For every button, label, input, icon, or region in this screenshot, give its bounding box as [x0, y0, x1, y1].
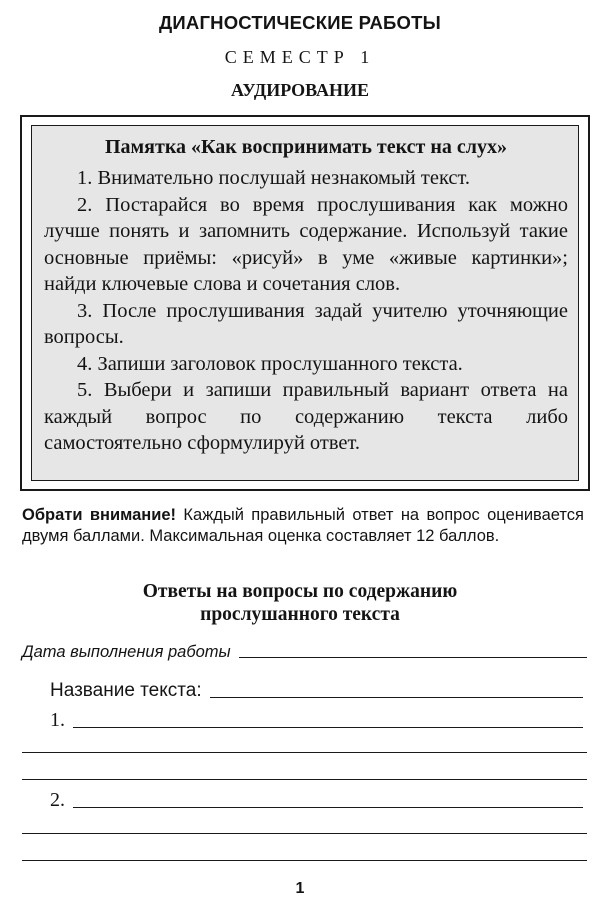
memo-item: 5. Выбери и запиши правильный вариант ответа на каждый вопрос по содержанию текста либо самостоятельно сформулируй ответ.: [44, 379, 568, 454]
memo-title: Памятка «Как воспринимать текст на слух»: [105, 136, 507, 158]
memo-box: [20, 115, 590, 491]
page-number: 1: [295, 880, 305, 897]
answer-1-input-line[interactable]: [73, 727, 583, 728]
memo-item: 3. После прослушивания задай учителю уточняющие вопросы.: [44, 299, 568, 348]
answer-2-row: [50, 786, 583, 812]
memo-list: [44, 165, 568, 457]
text-name-input-line[interactable]: [210, 697, 583, 698]
attention-label: Обрати внимание!: [22, 506, 177, 524]
attention-text: Каждый правильный ответ на вопрос оценивается двумя баллами. Максимальная оценка составляет 12 баллов.: [22, 506, 584, 545]
answer-2-line[interactable]: [22, 860, 587, 861]
date-field-row: [22, 638, 587, 662]
answer-1-line[interactable]: [22, 752, 587, 753]
answer-2-number: 2.: [50, 789, 65, 811]
answers-heading: [0, 580, 600, 626]
answer-1-number: 1.: [50, 709, 65, 731]
date-input-line[interactable]: [239, 657, 587, 658]
section-heading: АУДИРОВАНИЕ: [231, 80, 369, 100]
answer-2-input-line[interactable]: [73, 807, 583, 808]
attention-note: [22, 505, 584, 547]
answers-heading-line: Ответы на вопросы по содержанию: [142, 581, 458, 602]
memo-item: 4. Запиши заголовок прослушанного текста.: [77, 352, 463, 375]
answer-1-line[interactable]: [22, 779, 587, 780]
answer-2-line[interactable]: [22, 833, 587, 834]
answer-1-row: [50, 706, 583, 732]
page-header-title: ДИАГНОСТИЧЕСКИЕ РАБОТЫ: [159, 12, 441, 33]
answers-heading-line: прослушанного текста: [200, 604, 400, 625]
date-label: Дата выполнения работы: [22, 643, 231, 661]
semester-heading: СЕМЕСТР 1: [224, 47, 376, 67]
memo-item: 1. Внимательно послушай незнакомый текст.: [77, 167, 471, 189]
memo-item: 2. Постарайся во время прослушивания как можно лучше понять и запомнить содержание. Используй такие основные приёмы: «рисуй» в уме «живые картинки»; найди ключевые слова и сочетания слов.: [44, 193, 568, 295]
memo-panel: [31, 125, 579, 481]
text-name-row: [50, 678, 583, 702]
text-name-label: Название текста:: [50, 680, 202, 701]
